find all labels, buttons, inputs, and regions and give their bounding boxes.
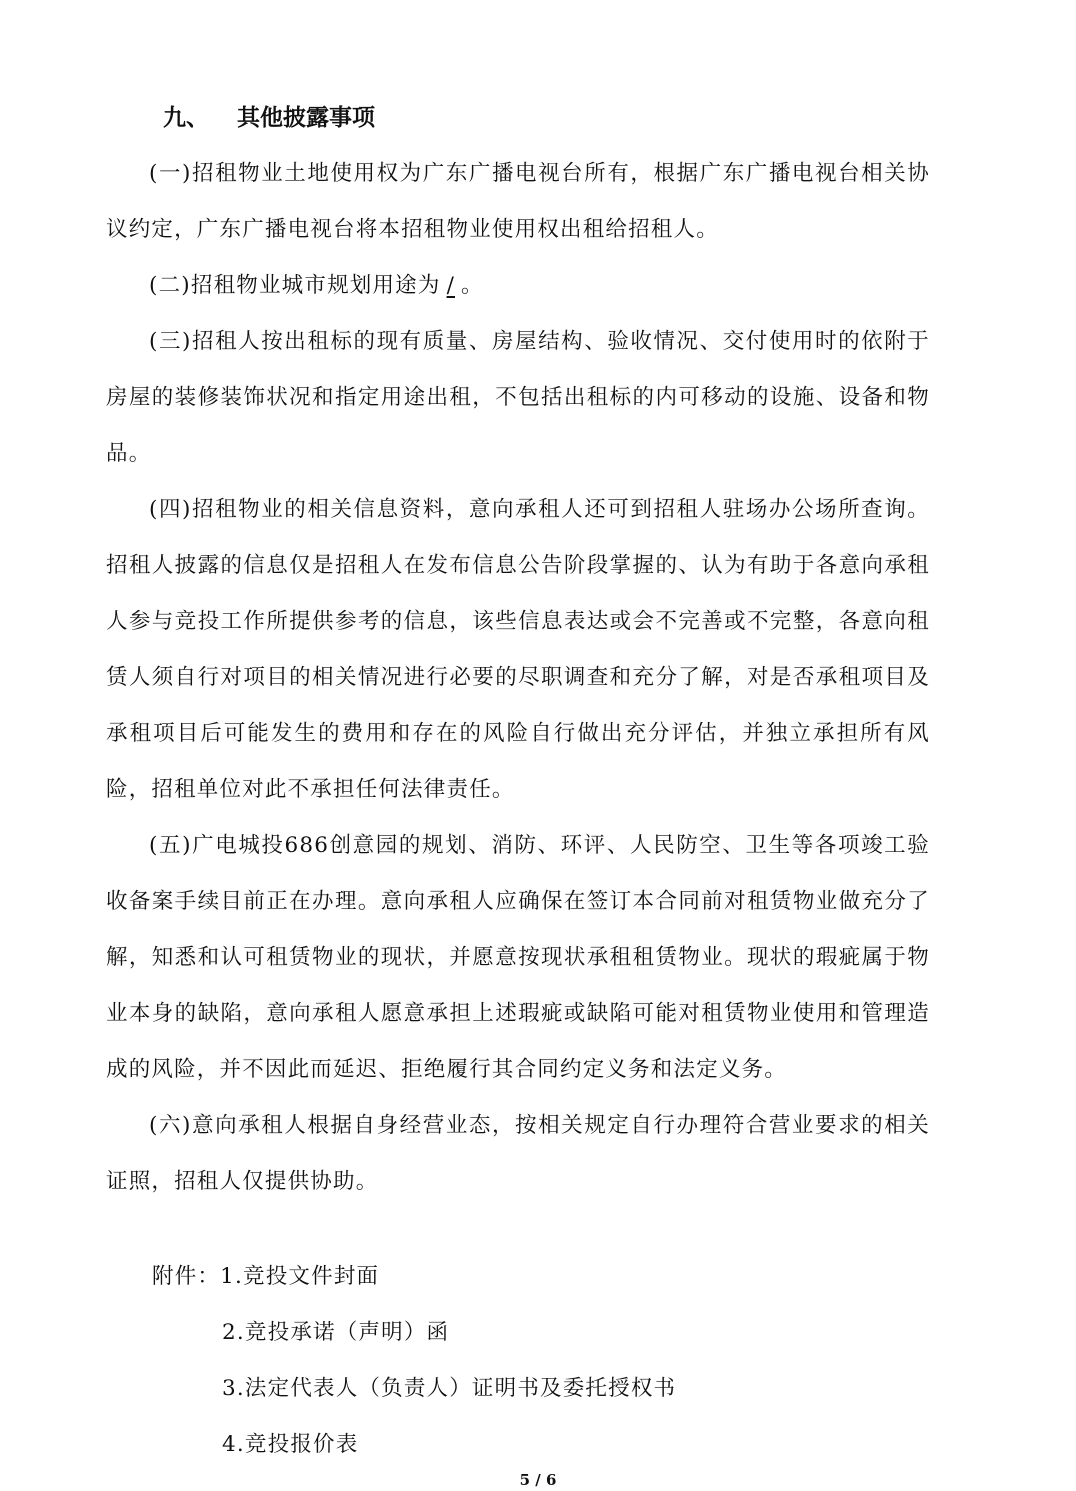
page-number: 5 / 6 xyxy=(519,1471,557,1489)
section-heading xyxy=(163,100,375,136)
paragraph-6: (六)意向承租人根据自身经营业态，按相关规定自行办理符合营业要求的相关证照，招租人仅提供协助。 xyxy=(106,1113,930,1194)
planned-use-value: / xyxy=(446,273,456,298)
attachments-list xyxy=(152,1249,676,1473)
document-body xyxy=(106,146,930,1210)
attachments-label: 附件： xyxy=(152,1264,221,1289)
attachment-item xyxy=(152,1249,676,1305)
paragraph-1: (一)招租物业土地使用权为广东广播电视台所有，根据广东广播电视台相关协议约定，广东广播电视台将本招租物业使用权出租给招租人。 xyxy=(106,161,930,242)
attachment-item: 3.法定代表人（负责人）证明书及委托授权书 xyxy=(222,1376,677,1401)
section-title: 其他披露事项 xyxy=(237,105,375,131)
attachment-item: 2.竞投承诺（声明）函 xyxy=(222,1320,450,1345)
paragraph-2 xyxy=(106,258,930,314)
paragraph-3: (三)招租人按出租标的现有质量、房屋结构、验收情况、交付使用时的依附于房屋的装修装饰状况和指定用途出租，不包括出租标的内可移动的设施、设备和物品。 xyxy=(106,329,930,466)
paragraph-2-prefix: (二)招租物业城市规划用途为 xyxy=(149,273,441,298)
section-number: 九、 xyxy=(163,105,209,131)
paragraph-4: (四)招租物业的相关信息资料，意向承租人还可到招租人驻场办公场所查询。招租人披露的信息仅是招租人在发布信息公告阶段掌握的、认为有助于各意向承租人参与竞投工作所提供参考的信息，该些信息表达或会不完善或不完整，各意向租赁人须自行对项目的相关情况进行必要的尽职调查和充分了解，对是否承租项目及承租项目后可能发生的费用和存在的风险自行做出充分评估，并独立承担所有风险，招租单位对此不承担任何法律责任。 xyxy=(106,497,930,802)
attachment-1: 1.竞投文件封面 xyxy=(220,1264,380,1289)
paragraph-5: (五)广电城投686创意园的规划、消防、环评、人民防空、卫生等各项竣工验收备案手续目前正在办理。意向承租人应确保在签订本合同前对租赁物业做充分了解，知悉和认可租赁物业的现状，并愿意按现状承租租赁物业。现状的瑕疵属于物业本身的缺陷，意向承租人愿意承担上述瑕疵或缺陷可能对租赁物业使用和管理造成的风险，并不因此而延迟、拒绝履行其合同约定义务和法定义务。 xyxy=(106,833,930,1082)
paragraph-2-suffix: 。 xyxy=(461,273,484,298)
attachment-item: 4.竞投报价表 xyxy=(222,1432,359,1457)
